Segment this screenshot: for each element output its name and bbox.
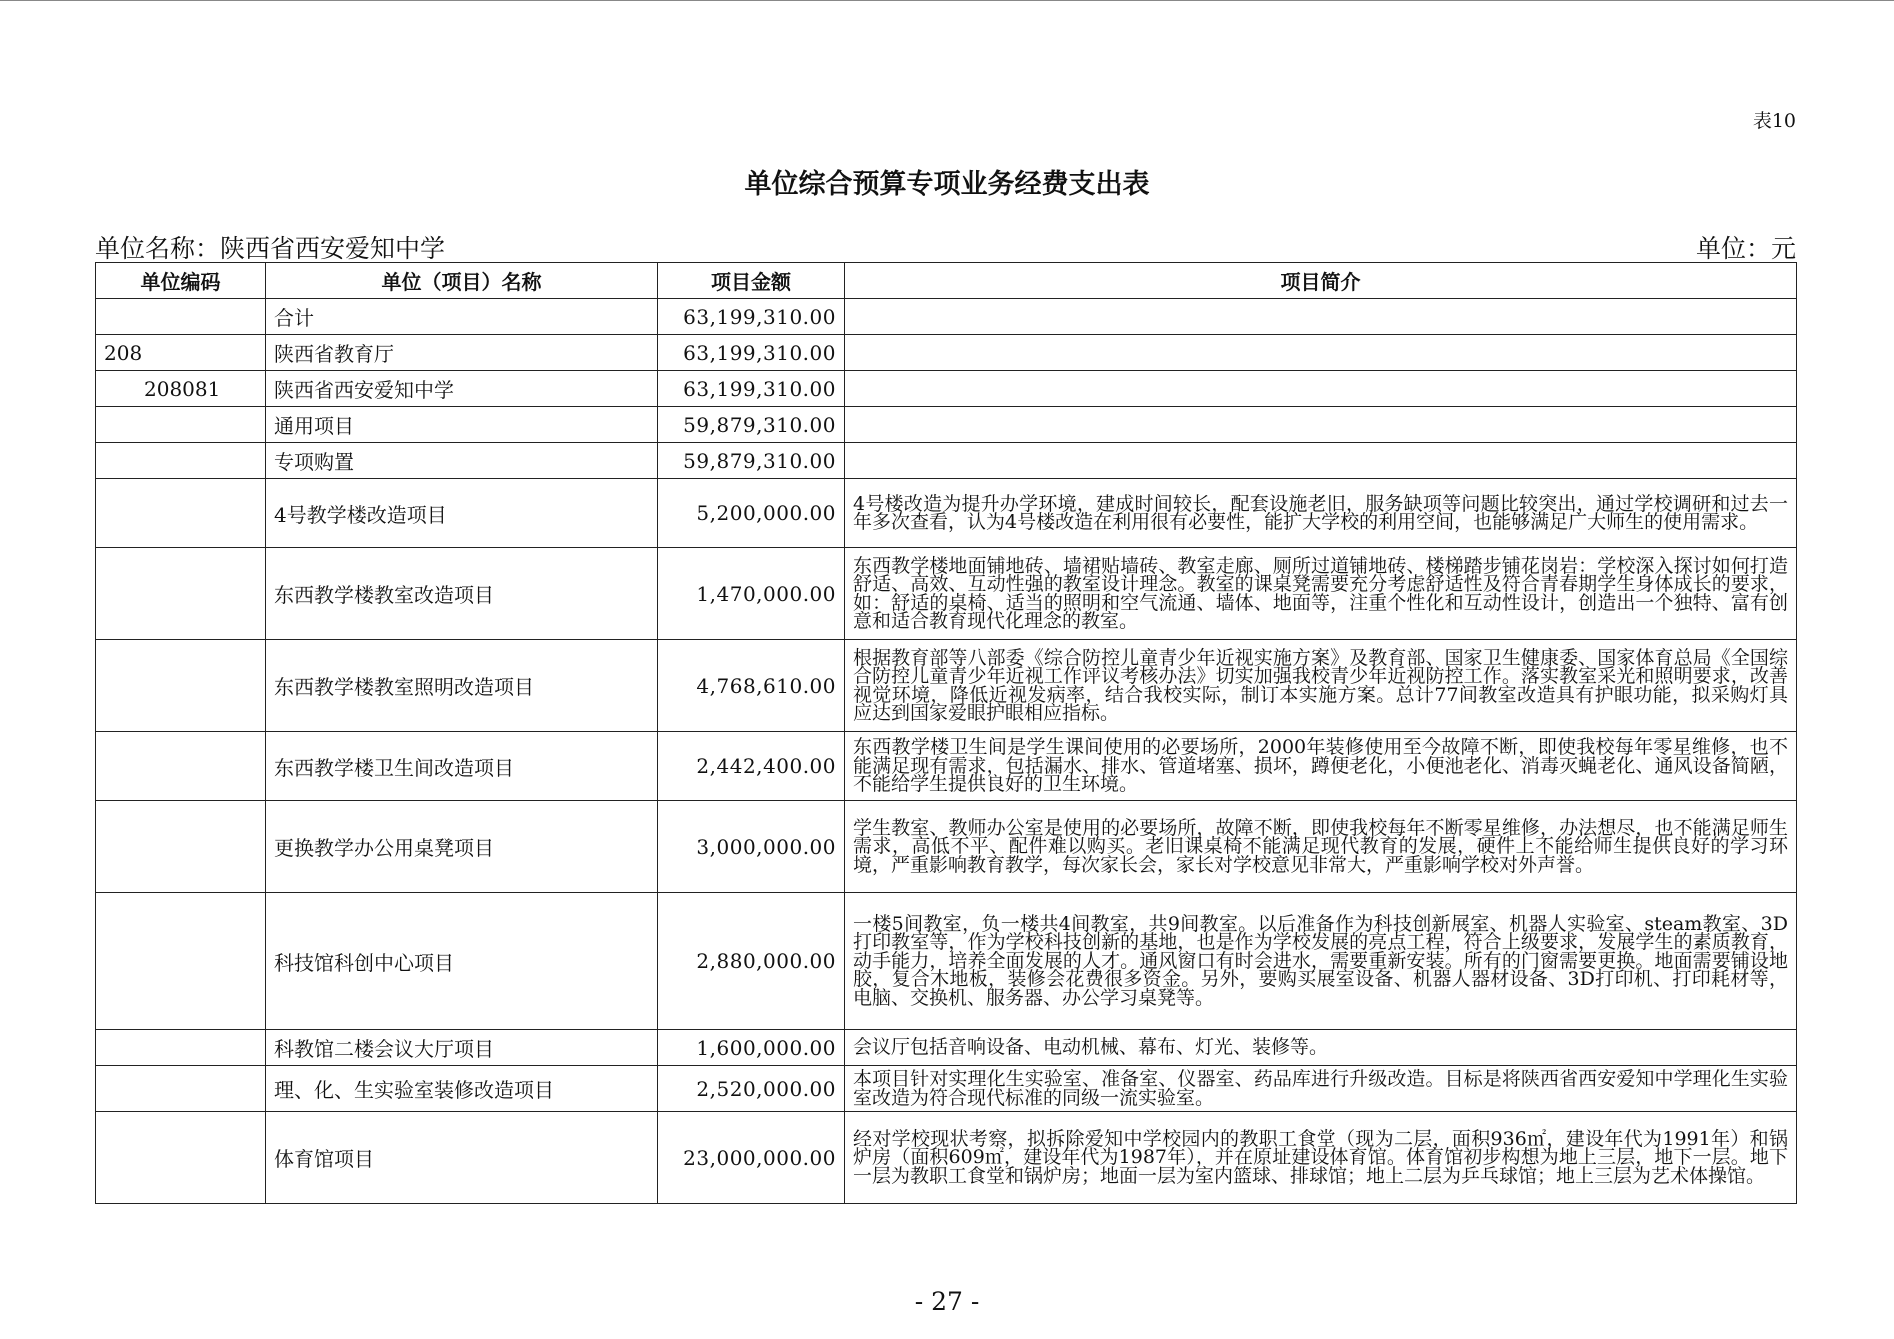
cell-code: 208 [96,335,266,371]
cell-description: 经对学校现状考察，拟拆除爱知中学校园内的教职工食堂（现为二层，面积936㎡，建设年代为1991年）和锅炉房（面积609㎡，建设年代为1987年），并在原址建设体育馆。体育馆初步构想为地上三层，地下一层。地下一层为教职工食堂和锅炉房；地面一层为室内篮球、排球馆；地上二层为乒乓球馆；地上三层为艺术体操馆。 [845,1112,1797,1204]
cell-description: 本项目针对实理化生实验室、准备室、仪器室、药品库进行升级改造。目标是将陕西省西安爱知中学理化生实验室改造为符合现代标准的同级一流实验室。 [845,1066,1797,1112]
cell-name: 科教馆二楼会议大厅项目 [266,1030,658,1066]
table-row [96,732,1797,801]
cell-code: 208081 [96,371,266,407]
column-header-amount: 项目金额 [658,263,845,299]
page-top-border [0,0,1894,1]
budget-table [95,262,1797,1204]
cell-name: 理、化、生实验室装修改造项目 [266,1066,658,1112]
cell-amount: 2,880,000.00 [658,893,845,1030]
column-header-name: 单位（项目）名称 [266,263,658,299]
cell-code [96,548,266,640]
cell-description: 一楼5间教室，负一楼共4间教室，共9间教室。以后准备作为科技创新展室、机器人实验室、steam教室、3D打印教室等，作为学校科技创新的基地，也是作为学校发展的亮点工程，符合上级要求，发展学生的素质教育，动手能力，培养全面发展的人才。通风窗口有时会进水，需要重新安装。所有的门窗需要更换。地面需要铺设地胶，复合木地板，装修会花费很多资金。另外，要购买展室设备、机器人器材设备、3D打印机、打印耗材等，电脑、交换机、服务器、办公学习桌凳等。 [845,893,1797,1030]
cell-description [845,335,1797,371]
cell-description: 学生教室、教师办公室是使用的必要场所，故障不断，即使我校每年不断零星维修，办法想尽，也不能满足师生需求，高低不平、配件难以购买。老旧课桌椅不能满足现代教育的发展，硬件上不能给师生提供良好的学习环境，严重影响教育教学，每次家长会，家长对学校意见非常大，严重影响学校对外声誉。 [845,801,1797,893]
cell-name: 通用项目 [266,407,658,443]
cell-name: 陕西省教育厅 [266,335,658,371]
cell-code [96,1030,266,1066]
cell-amount: 23,000,000.00 [658,1112,845,1204]
cell-description: 东西教学楼地面铺地砖、墙裙贴墙砖、教室走廊、厕所过道铺地砖、楼梯踏步铺花岗岩：学校深入探讨如何打造舒适、高效、互动性强的教室设计理念。教室的课桌凳需要充分考虑舒适性及符合青春期学生身体成长的要求，如：舒适的桌椅、适当的照明和空气流通、墙体、地面等，注重个性化和互动性设计，创造出一个独特、富有创意和适合教育现代化理念的教室。 [845,548,1797,640]
cell-description: 根据教育部等八部委《综合防控儿童青少年近视实施方案》及教育部、国家卫生健康委、国家体育总局《全国综合防控儿童青少年近视工作评议考核办法》切实加强我校青少年近视防控工作。落实教室采光和照明要求，改善视觉环境，降低近视发病率，结合我校实际，制订本实施方案。总计77间教室改造具有护眼功能，拟采购灯具应达到国家爱眼护眼相应指标。 [845,640,1797,732]
cell-name: 合计 [266,299,658,335]
table-row [96,371,1797,407]
cell-name: 东西教学楼卫生间改造项目 [266,732,658,801]
cell-name: 科技馆科创中心项目 [266,893,658,1030]
table-row [96,1112,1797,1204]
table-row [96,640,1797,732]
page-number: - 27 - [914,1287,980,1316]
table-row [96,1030,1797,1066]
cell-code [96,299,266,335]
table-row [96,893,1797,1030]
page-title: 单位综合预算专项业务经费支出表 [744,169,1150,200]
cell-amount: 59,879,310.00 [658,443,845,479]
table-row [96,548,1797,640]
cell-amount: 2,442,400.00 [658,732,845,801]
cell-code [96,732,266,801]
cell-code [96,479,266,548]
table-row [96,1066,1797,1112]
cell-code [96,893,266,1030]
cell-amount: 4,768,610.00 [658,640,845,732]
cell-description [845,443,1797,479]
cell-amount: 3,000,000.00 [658,801,845,893]
cell-amount: 1,470,000.00 [658,548,845,640]
column-header-description: 项目简介 [845,263,1797,299]
cell-code [96,1066,266,1112]
cell-description: 会议厅包括音响设备、电动机械、幕布、灯光、装修等。 [845,1030,1797,1066]
cell-description [845,299,1797,335]
cell-code [96,443,266,479]
cell-name: 专项购置 [266,443,658,479]
table-row [96,801,1797,893]
cell-name: 体育馆项目 [266,1112,658,1204]
table-row [96,299,1797,335]
table-row [96,479,1797,548]
cell-code [96,407,266,443]
unit-currency-label: 单位：元 [1695,234,1796,263]
cell-code [96,640,266,732]
table-row [96,443,1797,479]
cell-description [845,407,1797,443]
table-row [96,335,1797,371]
cell-code [96,1112,266,1204]
cell-name: 东西教学楼教室照明改造项目 [266,640,658,732]
cell-amount: 63,199,310.00 [658,299,845,335]
cell-amount: 5,200,000.00 [658,479,845,548]
cell-description: 4号楼改造为提升办学环境，建成时间较长，配套设施老旧，服务缺项等问题比较突出，通过学校调研和过去一年多次查看，认为4号楼改造在利用很有必要性，能扩大学校的利用空间，也能够满足广大师生的使用需求。 [845,479,1797,548]
cell-name: 东西教学楼教室改造项目 [266,548,658,640]
cell-amount: 63,199,310.00 [658,335,845,371]
cell-amount: 1,600,000.00 [658,1030,845,1066]
table-number: 表10 [1752,110,1796,132]
cell-name: 陕西省西安爱知中学 [266,371,658,407]
unit-name-label: 单位名称：陕西省西安爱知中学 [95,234,446,263]
cell-amount: 59,879,310.00 [658,407,845,443]
cell-name: 更换教学办公用桌凳项目 [266,801,658,893]
table-header-row [96,263,1797,299]
cell-code [96,801,266,893]
cell-description: 东西教学楼卫生间是学生课间使用的必要场所，2000年装修使用至今故障不断，即使我校每年零星维修，也不能满足现有需求，包括漏水、排水、管道堵塞、损坏，蹲便老化，小便池老化、消毒灭蝇老化、通风设备简陋，不能给学生提供良好的卫生环境。 [845,732,1797,801]
table-row [96,407,1797,443]
cell-amount: 63,199,310.00 [658,371,845,407]
cell-name: 4号教学楼改造项目 [266,479,658,548]
cell-description [845,371,1797,407]
column-header-code: 单位编码 [96,263,266,299]
cell-amount: 2,520,000.00 [658,1066,845,1112]
